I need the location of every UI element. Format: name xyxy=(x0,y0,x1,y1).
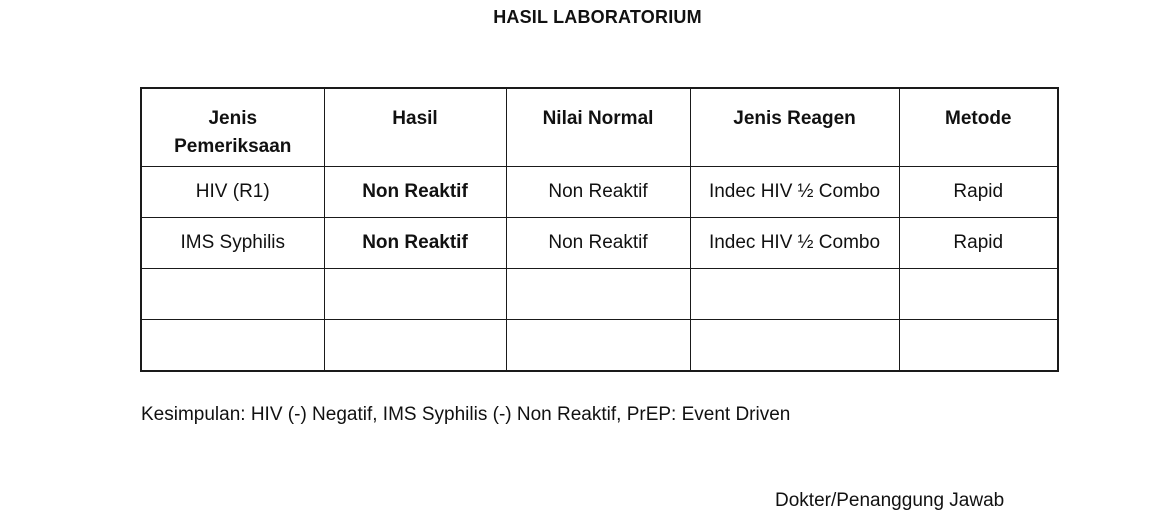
cell-nilai-normal: Non Reaktif xyxy=(506,166,690,217)
cell-empty xyxy=(690,319,899,371)
table-row xyxy=(141,217,1058,268)
cell-empty xyxy=(324,268,506,319)
header-nilai-normal: Nilai Normal xyxy=(506,88,690,166)
cell-jenis-reagen: Indec HIV ½ Combo xyxy=(690,217,899,268)
cell-empty xyxy=(899,268,1058,319)
cell-empty xyxy=(506,268,690,319)
cell-empty xyxy=(141,268,324,319)
cell-jenis-pemeriksaan: HIV (R1) xyxy=(141,166,324,217)
table-row-empty xyxy=(141,268,1058,319)
cell-jenis-reagen: Indec HIV ½ Combo xyxy=(690,166,899,217)
table-header-row xyxy=(141,88,1058,166)
header-metode: Metode xyxy=(899,88,1058,166)
cell-empty xyxy=(324,319,506,371)
conclusion-text: Kesimpulan: HIV (-) Negatif, IMS Syphilis (-) Non Reaktif, PrEP: Event Driven xyxy=(141,404,791,425)
lab-results-table xyxy=(140,87,1059,372)
header-hasil: Hasil xyxy=(324,88,506,166)
cell-empty xyxy=(899,319,1058,371)
table-row-empty xyxy=(141,319,1058,371)
cell-metode: Rapid xyxy=(899,217,1058,268)
table-row xyxy=(141,166,1058,217)
cell-nilai-normal: Non Reaktif xyxy=(506,217,690,268)
signer-label: Dokter/Penanggung Jawab xyxy=(775,490,1005,511)
cell-empty xyxy=(690,268,899,319)
cell-jenis-pemeriksaan: IMS Syphilis xyxy=(141,217,324,268)
header-jenis-pemeriksaan: Jenis Pemeriksaan xyxy=(141,88,324,166)
cell-metode: Rapid xyxy=(899,166,1058,217)
cell-hasil: Non Reaktif xyxy=(324,217,506,268)
cell-empty xyxy=(506,319,690,371)
cell-empty xyxy=(141,319,324,371)
document-title: HASIL LABORATORIUM xyxy=(493,7,702,27)
header-jenis-reagen: Jenis Reagen xyxy=(690,88,899,166)
cell-hasil: Non Reaktif xyxy=(324,166,506,217)
